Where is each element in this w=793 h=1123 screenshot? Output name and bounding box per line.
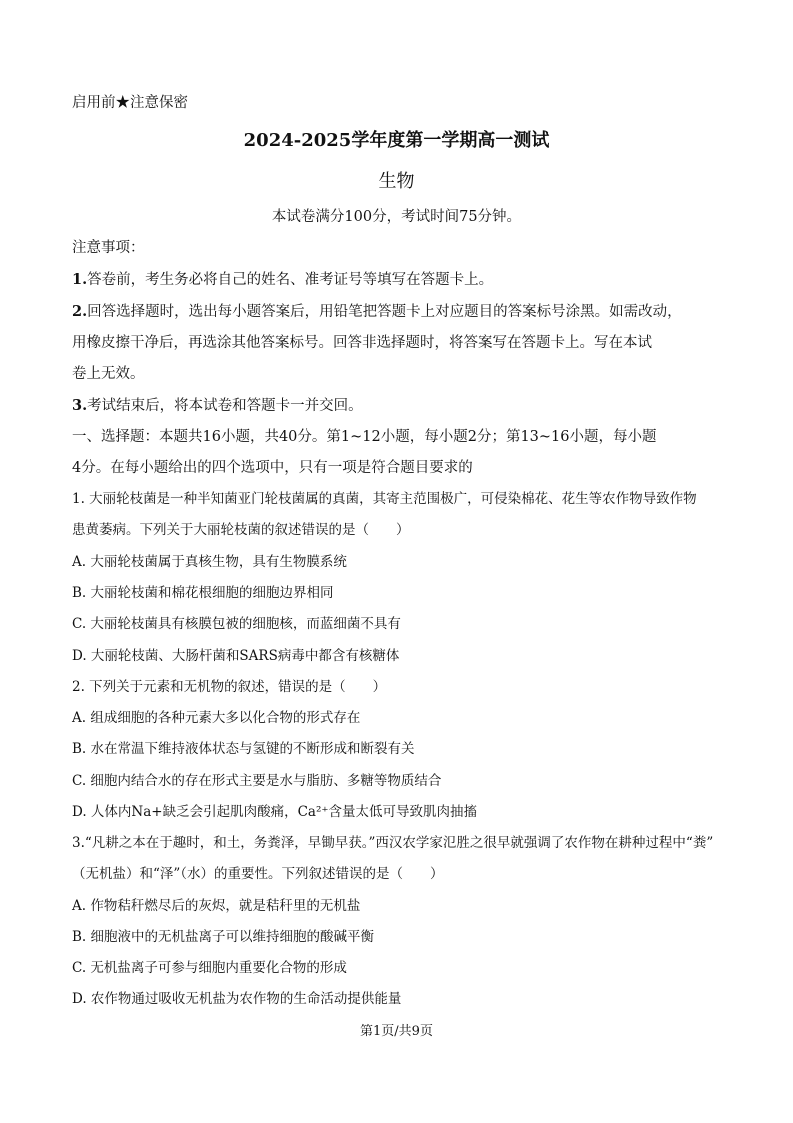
q3-option-b: B. 细胞液中的无机盐离子可以维持细胞的酸碱平衡 xyxy=(72,929,375,945)
note-1-number: 1. xyxy=(72,271,88,288)
exam-title: 2024-2025学年度第一学期高一测试 xyxy=(243,130,550,151)
subject-title: 生物 xyxy=(378,171,415,192)
q1-option-d: D. 大丽轮枝菌、大肠杆菌和SARS病毒中都含有核糖体 xyxy=(72,648,400,664)
q3-stem-line-1: 3.“凡耕之本在于趣时，和土，务粪泽，早锄早获。”西汉农学家氾胜之很早就强调了农作物在耕种过程中“粪” xyxy=(72,835,714,851)
q2-option-b: B. 水在常温下维持液体状态与氢键的不断形成和断裂有关 xyxy=(72,741,415,757)
note-2-line-1 xyxy=(72,302,682,322)
notes-heading: 注意事项： xyxy=(72,240,145,256)
note-1-text: 答卷前，考生务必将自己的姓名、准考证号等填写在答题卡上。 xyxy=(87,272,494,288)
note-3-text: 考试结束后，将本试卷和答题卡一并交回。 xyxy=(87,398,363,414)
q1-option-c: C. 大丽轮枝菌具有核膜包被的细胞核，而蓝细菌不具有 xyxy=(72,616,401,632)
q1-stem-line-2: 患黄萎病。下列关于大丽轮枝菌的叙述错误的是（ ） xyxy=(72,522,410,538)
q2-option-d: D. 人体内Na+缺乏会引起肌肉酸痛，Ca²⁺含量太低可导致肌肉抽搐 xyxy=(72,804,478,820)
note-3 xyxy=(72,396,363,416)
q3-option-a: A. 作物秸秆燃尽后的灰烬，就是秸秆里的无机盐 xyxy=(72,898,361,914)
q2-option-a: A. 组成细胞的各种元素大多以化合物的形式存在 xyxy=(72,710,361,726)
q1-option-b: B. 大丽轮枝菌和棉花根细胞的细胞边界相同 xyxy=(72,585,334,601)
note-2-line-3: 卷上无效。 xyxy=(72,366,145,382)
q3-option-d: D. 农作物通过吸收无机盐为农作物的生命活动提供能量 xyxy=(72,991,402,1007)
q3-option-c: C. 无机盐离子可参与细胞内重要化合物的形成 xyxy=(72,960,347,976)
exam-info: 本试卷满分100分，考试时间75分钟。 xyxy=(271,209,522,225)
confidential-label: 启用前★注意保密 xyxy=(72,95,188,111)
q1-option-a: A. 大丽轮枝菌属于真核生物，具有生物膜系统 xyxy=(72,554,347,570)
note-1 xyxy=(72,270,493,290)
q3-stem-line-2: （无机盐）和“泽”（水）的重要性。下列叙述错误的是（ ） xyxy=(72,866,444,882)
page-number: 第1页/共9页 xyxy=(360,1024,433,1039)
note-2-line-2: 用橡皮擦干净后，再选涂其他答案标号。回答非选择题时，将答案写在答题卡上。写在本试 xyxy=(72,335,652,351)
note-2-text-1: 回答选择题时，选出每小题答案后，用铅笔把答题卡上对应题目的答案标号涂黑。如需改动， xyxy=(87,304,682,320)
section-heading-line-2: 4分。在每小题给出的四个选项中，只有一项是符合题目要求的 xyxy=(72,460,473,476)
section-heading-line-1: 一、选择题：本题共16小题，共40分。第1~12小题，每小题2分；第13~16小题，每小题 xyxy=(72,429,657,445)
q2-option-c: C. 细胞内结合水的存在形式主要是水与脂肪、多糖等物质结合 xyxy=(72,773,442,789)
q1-stem-line-1: 1. 大丽轮枝菌是一种半知菌亚门轮枝菌属的真菌，其寄主范围极广，可侵染棉花、花生等农作物导致作物 xyxy=(72,491,697,507)
note-2-number: 2. xyxy=(72,303,88,320)
note-3-number: 3. xyxy=(72,397,88,414)
q2-stem: 2. 下列关于元素和无机物的叙述，错误的是（ ） xyxy=(72,679,387,695)
